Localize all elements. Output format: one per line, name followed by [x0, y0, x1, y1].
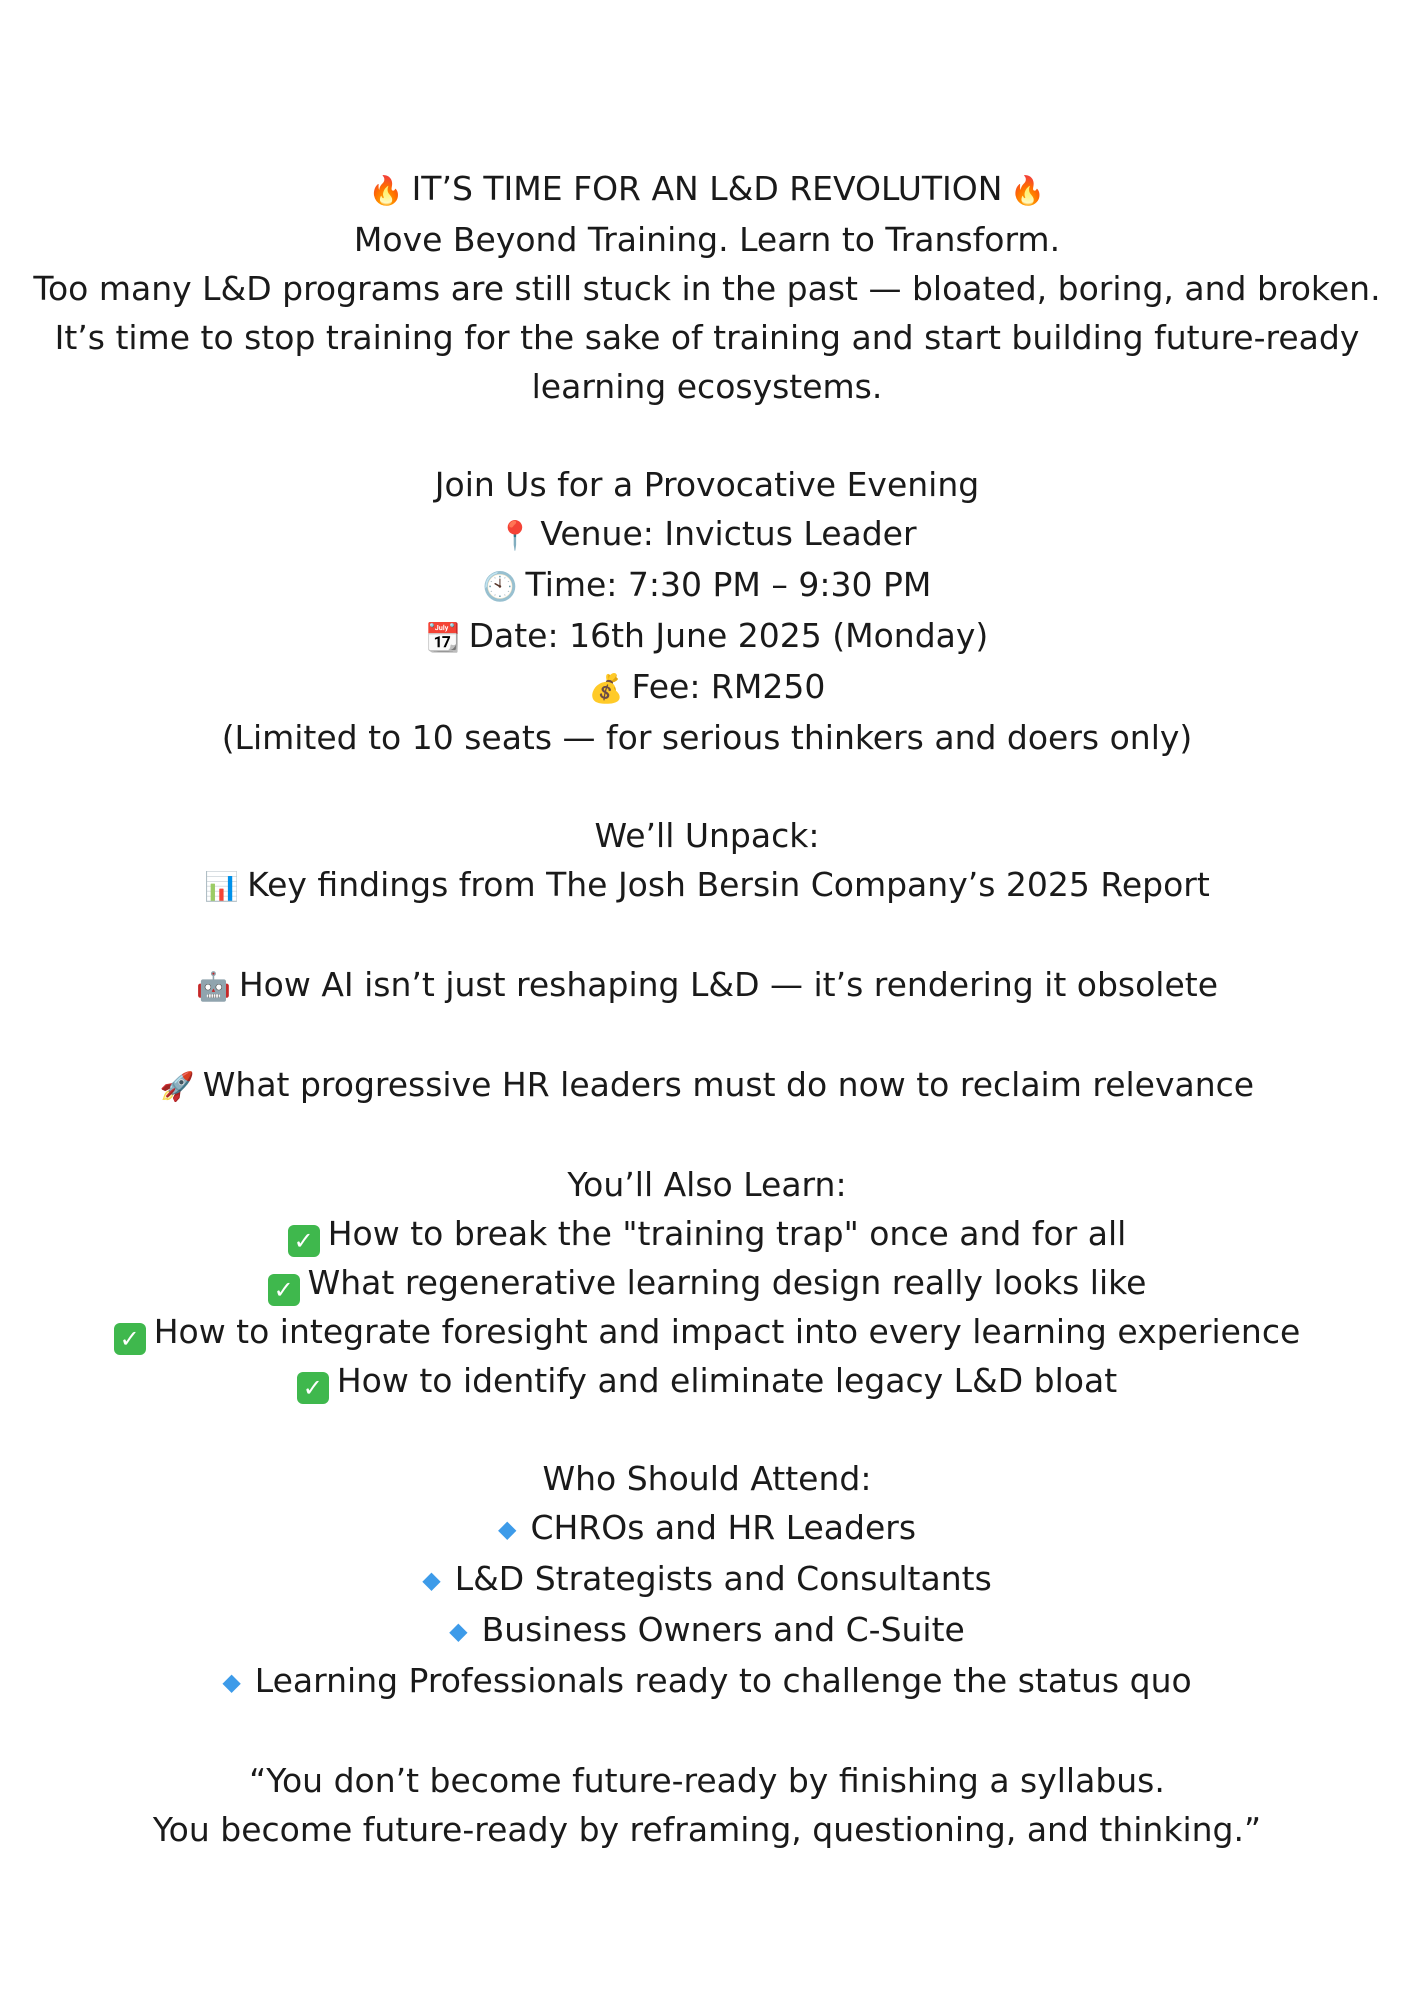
- diamond-icon: ◆: [449, 1617, 468, 1645]
- list-item: [0, 960, 1414, 1011]
- list-item: [0, 1356, 1414, 1405]
- quote-line: “You don’t become future-ready by finishing a syllabus.: [249, 1761, 1165, 1800]
- venue-row: [0, 509, 1414, 560]
- list-item-text: How to integrate foresight and impact into every learning experience: [153, 1312, 1301, 1351]
- list-item: [0, 1503, 1414, 1554]
- fee-text: Fee: RM250: [631, 667, 826, 706]
- list-item-text: What regenerative learning design really looks like: [307, 1263, 1147, 1302]
- list-item-text: What progressive HR leaders must do now to reclaim relevance: [202, 1065, 1255, 1104]
- rocket-icon: 🚀: [159, 1070, 195, 1103]
- fire-icon: 🔥: [1010, 174, 1046, 207]
- diamond-icon: ◆: [422, 1566, 441, 1594]
- list-item-text: How to break the "training trap" once and for all: [327, 1214, 1127, 1253]
- spacer: [0, 1405, 1414, 1454]
- unpack-heading: We’ll Unpack:: [594, 816, 820, 855]
- fire-icon: 🔥: [368, 174, 404, 207]
- learn-heading: You’ll Also Learn:: [567, 1165, 847, 1204]
- list-item: [0, 1656, 1414, 1707]
- list-item-text: Learning Professionals ready to challenge the status quo: [254, 1661, 1192, 1700]
- bar-chart-icon: 📊: [204, 870, 240, 903]
- time-row: [0, 560, 1414, 611]
- fee-row: [0, 662, 1414, 713]
- list-item: [0, 1209, 1414, 1258]
- time-text: Time: 7:30 PM – 9:30 PM: [525, 565, 932, 604]
- flyer-title: IT’S TIME FOR AN L&D REVOLUTION: [411, 169, 1003, 208]
- list-item: [0, 1258, 1414, 1307]
- list-item: [0, 860, 1414, 911]
- check-icon: ✓: [268, 1274, 300, 1306]
- quote-line: You become future-ready by reframing, questioning, and thinking.”: [152, 1810, 1262, 1849]
- date-text: Date: 16th June 2025 (Monday): [468, 616, 989, 655]
- venue-text: Venue: Invictus Leader: [540, 514, 917, 553]
- diamond-icon: ◆: [222, 1668, 241, 1696]
- check-icon: ✓: [297, 1372, 329, 1404]
- diamond-icon: ◆: [497, 1515, 517, 1543]
- list-item-text: Business Owners and C-Suite: [481, 1610, 965, 1649]
- list-item: [0, 1554, 1414, 1605]
- clock-icon: 🕙: [482, 570, 518, 603]
- seats-note: (Limited to 10 seats — for serious thinkers and doers only): [221, 718, 1193, 757]
- list-item: [0, 1605, 1414, 1656]
- list-item-text: CHROs and HR Leaders: [530, 1508, 917, 1547]
- list-item: [0, 1307, 1414, 1356]
- intro-text: It’s time to stop training for the sake of training and start building future-ready learning ecosystems.: [54, 318, 1360, 406]
- spacer: [0, 911, 1414, 960]
- robot-icon: 🤖: [195, 970, 231, 1003]
- flyer-title-row: [0, 164, 1414, 215]
- spacer: [0, 1707, 1414, 1756]
- money-bag-icon: 💰: [588, 672, 624, 705]
- event-flyer: [0, 164, 1414, 1854]
- spacer: [0, 411, 1414, 460]
- flyer-subtitle: Move Beyond Training. Learn to Transform.: [353, 220, 1061, 259]
- list-item-text: How AI isn’t just reshaping L&D — it’s rendering it obsolete: [238, 965, 1218, 1004]
- check-icon: ✓: [288, 1225, 320, 1257]
- list-item: [0, 1060, 1414, 1111]
- check-icon: ✓: [114, 1323, 146, 1355]
- event-heading: Join Us for a Provocative Evening: [434, 465, 980, 504]
- intro-text: Too many L&D programs are still stuck in the past — bloated, boring, and broken.: [33, 269, 1381, 308]
- date-row: [0, 611, 1414, 662]
- list-item-text: How to identify and eliminate legacy L&D bloat: [336, 1361, 1118, 1400]
- attend-heading: Who Should Attend:: [542, 1459, 872, 1498]
- spacer: [0, 1111, 1414, 1160]
- spacer: [0, 1011, 1414, 1060]
- list-item-text: L&D Strategists and Consultants: [454, 1559, 992, 1598]
- pin-icon: 📍: [497, 519, 533, 552]
- list-item-text: Key findings from The Josh Bersin Company’s 2025 Report: [247, 865, 1210, 904]
- calendar-icon: 📆: [425, 621, 461, 654]
- spacer: [0, 762, 1414, 811]
